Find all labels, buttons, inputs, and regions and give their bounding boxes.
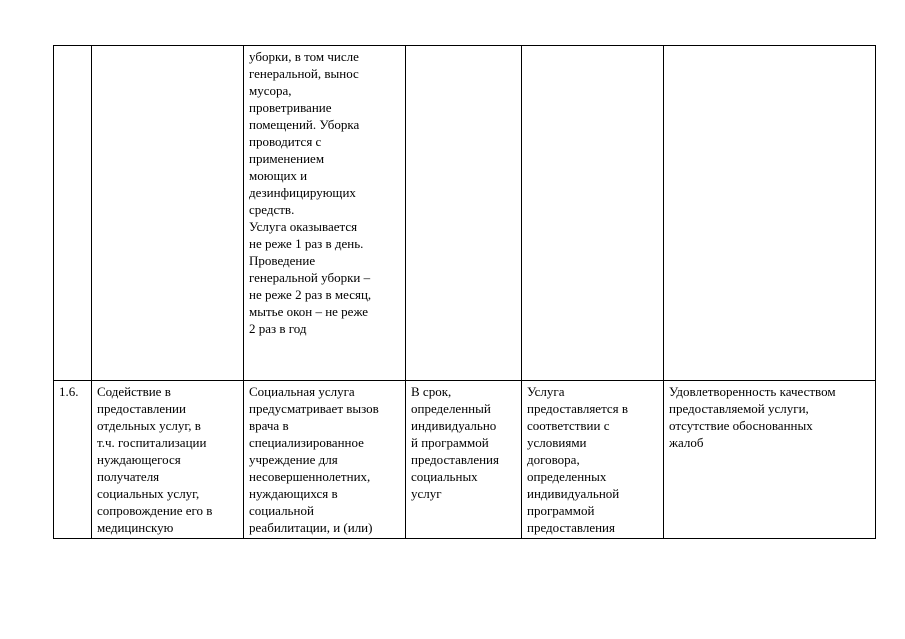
service-quality: Удовлетворенность качеством предоставляемой услуги, отсутствие обоснованных жалоб <box>669 384 836 450</box>
service-conditions-cell <box>522 46 664 381</box>
service-term: В срок, определенный индивидуально й программой предоставления социальных услуг <box>411 384 499 501</box>
service-term-cell <box>406 381 522 539</box>
table-row <box>54 46 876 381</box>
row-number-cell <box>54 381 92 539</box>
service-term-cell <box>406 46 522 381</box>
service-name: Содействие в предоставлении отдельных услуг, в т.ч. госпитализации нуждающегося получателя социальных услуг, сопровождение его в медицинскую <box>97 384 213 535</box>
service-content-cell <box>244 46 406 381</box>
service-name-cell <box>92 381 244 539</box>
row-number: 1.6. <box>59 384 79 399</box>
row-number-cell <box>54 46 92 381</box>
service-conditions-cell <box>522 381 664 539</box>
service-content-cell <box>244 381 406 539</box>
service-quality-cell <box>664 46 876 381</box>
service-quality-cell <box>664 381 876 539</box>
services-table <box>53 45 876 539</box>
table-row <box>54 381 876 539</box>
service-content: Социальная услуга предусматривает вызов врача в специализированное учреждение для несовершеннолетних, нуждающихся в социальной реабилитации, и (или) <box>249 384 379 535</box>
service-name-cell <box>92 46 244 381</box>
service-conditions: Услуга предоставляется в соответствии с условиями договора, определенных индивидуальной программой предоставления <box>527 384 629 535</box>
service-content: уборки, в том числе генеральной, вынос мусора, проветривание помещений. Уборка проводится с применением моющих и дезинфицирующих средств. Услуга оказывается не реже 1 раз в день. Проведение генеральной уборки – не реже 2 раз в месяц, мытье окон – не реже 2 раз в год <box>249 49 372 336</box>
